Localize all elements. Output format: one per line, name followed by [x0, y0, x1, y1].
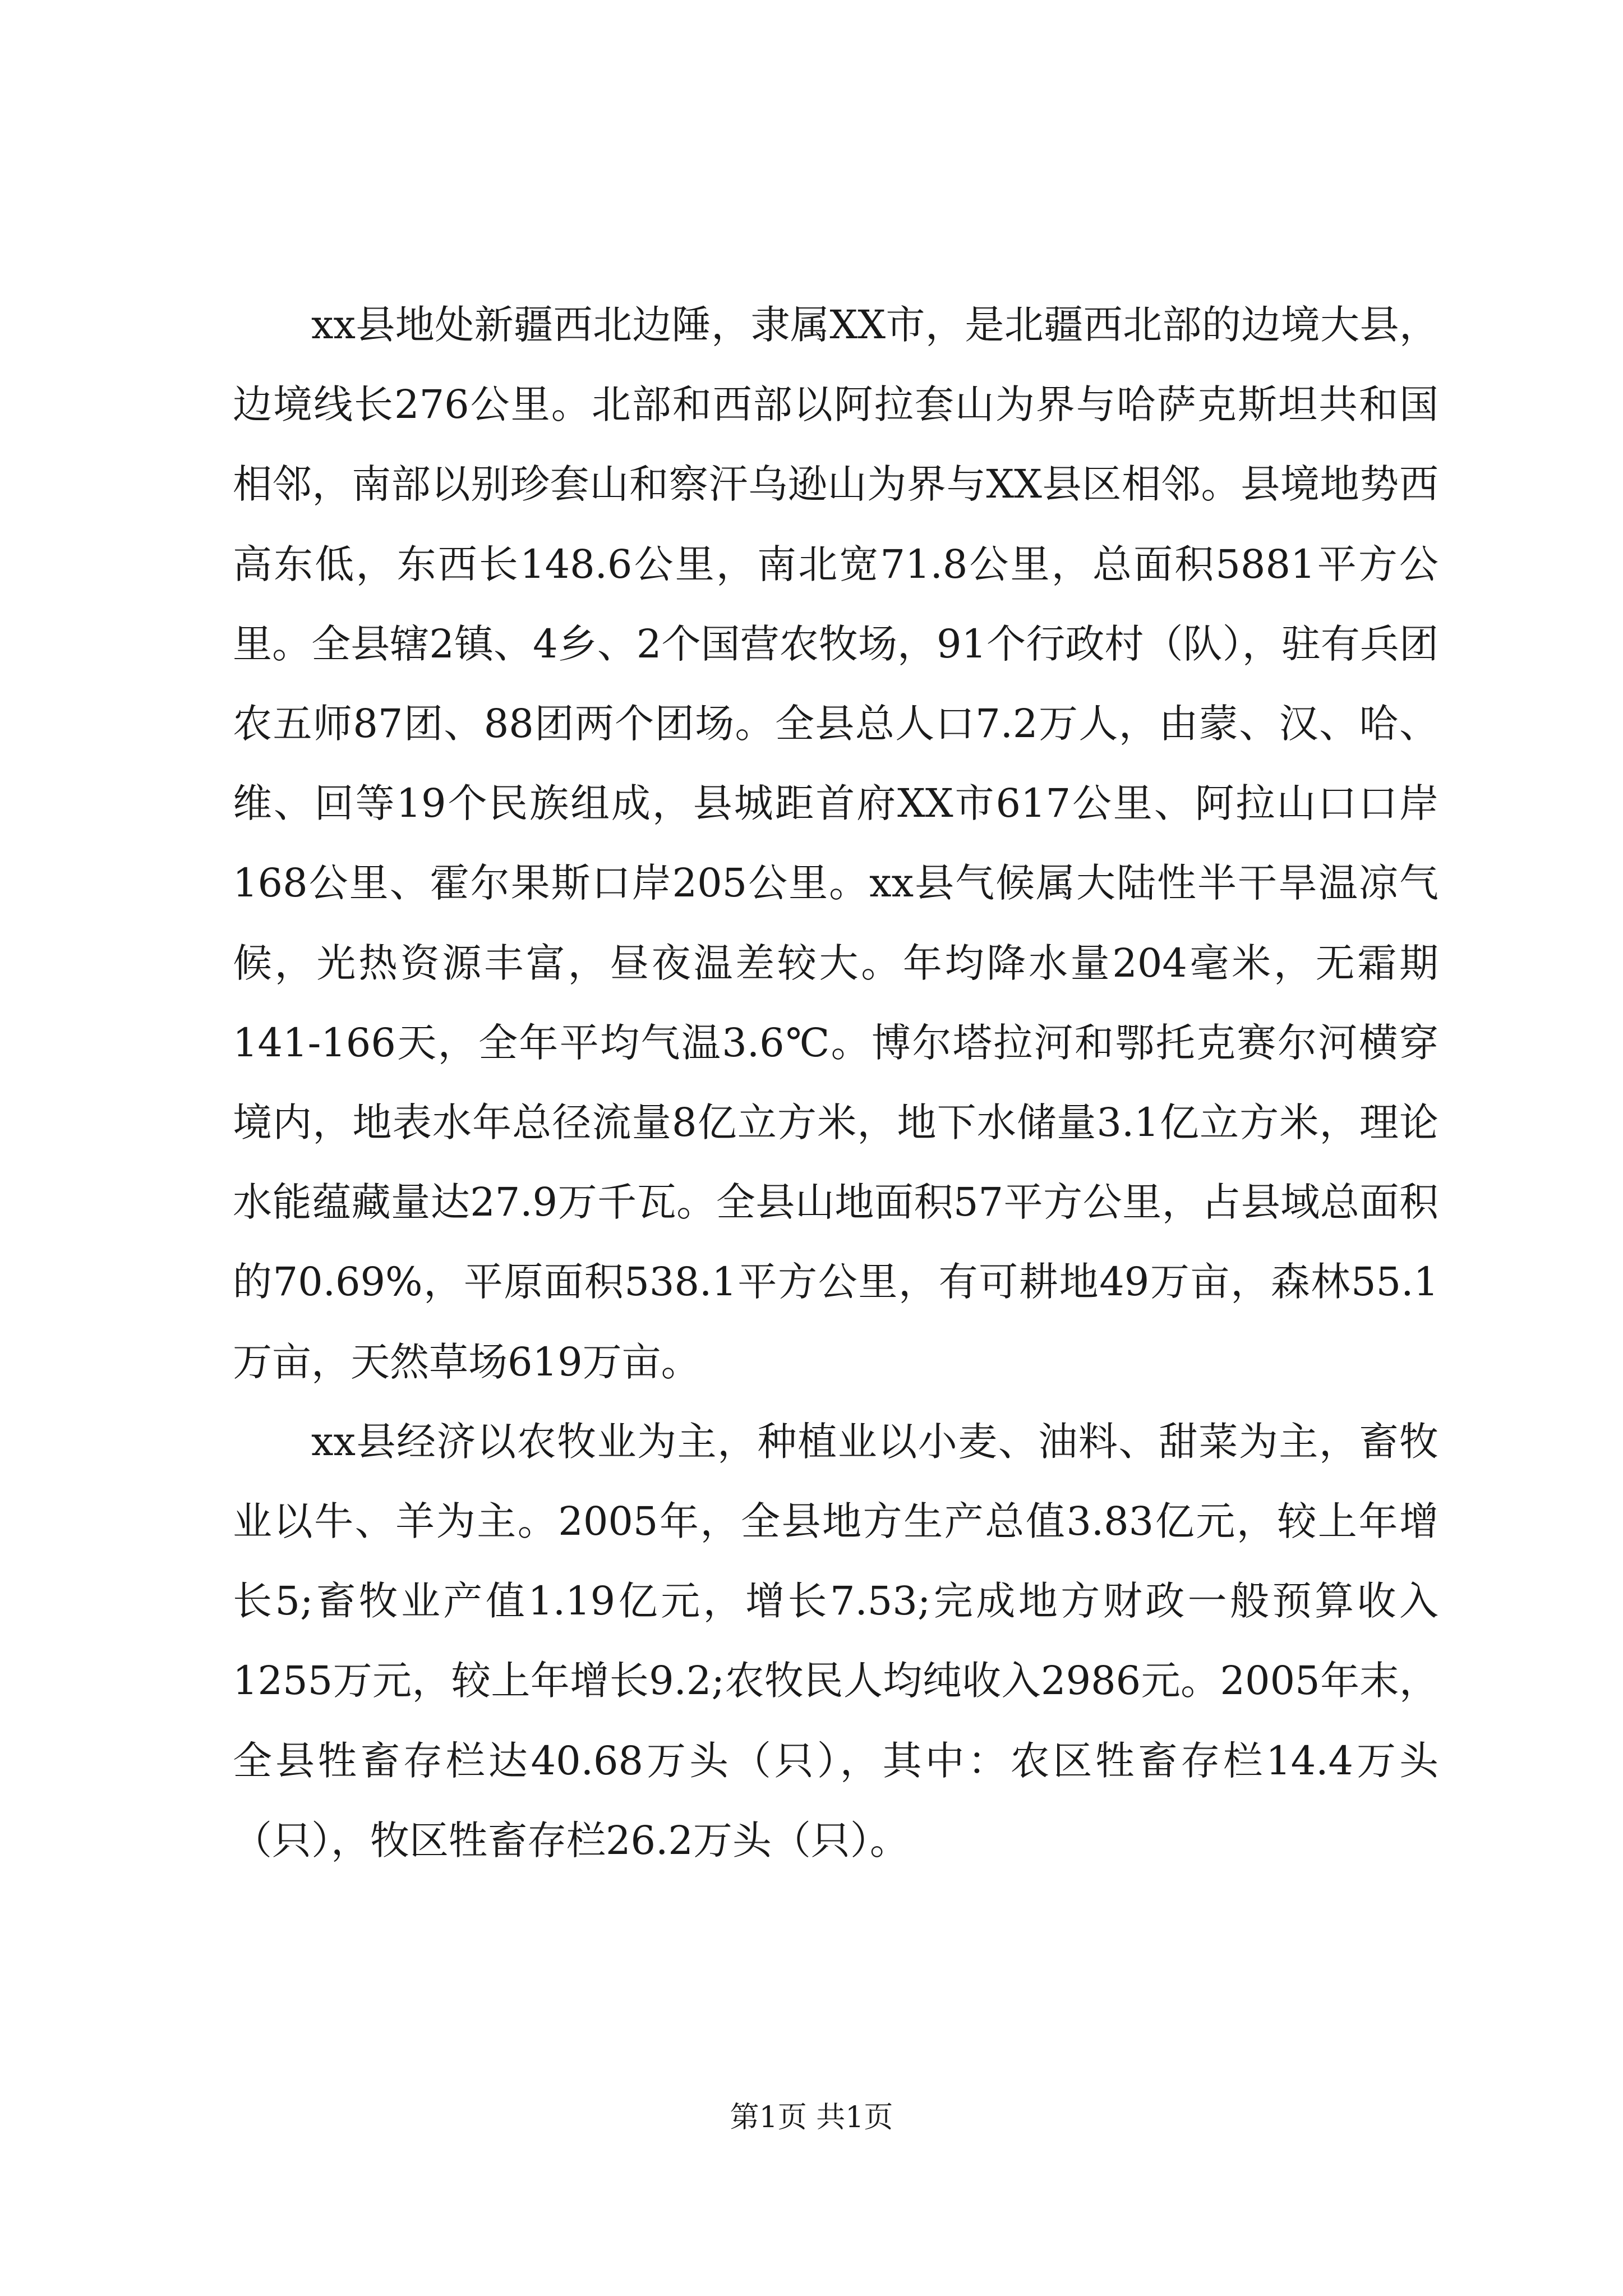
paragraph-economy: xx县经济以农牧业为主，种植业以小麦、油料、甜菜为主，畜牧业以牛、羊为主。2005年，全县地方生产总值3.83亿元，较上年增长5;畜牧业产值1.19亿元，增长7.53;完成地方财政一般预算收入1255万元，较上年增长9.2;农牧民人均纯收入2986元。2005年末，全县牲畜存栏达40.68万头（只），其中：农区牲畜存栏14.4万头（只），牧区牲畜存栏26.2万头（只）。: [233, 1418, 1438, 1864]
document-body: [233, 285, 1438, 1880]
paragraph-geography: xx县地处新疆西北边陲，隶属XX市，是北疆西北部的边境大县，边境线长276公里。北部和西部以阿拉套山为界与哈萨克斯坦共和国相邻，南部以别珍套山和察汗乌逊山为界与XX县区相邻。县境地势西高东低，东西长148.6公里，南北宽71.8公里，总面积5881平方公里。全县辖2镇、4乡、2个国营农牧场，91个行政村（队），驻有兵团农五师87团、88团两个团场。全县总人口7.2万人，由蒙、汉、哈、维、回等19个民族组成，县城距首府XX市617公里、阿拉山口口岸168公里、霍尔果斯口岸205公里。xx县气候属大陆性半干旱温凉气候，光热资源丰富，昼夜温差较大。年均降水量204毫米，无霜期141-166天，全年平均气温3.6℃。博尔塔拉河和鄂托克赛尔河横穿境内，地表水年总径流量8亿立方米，地下水储量3.1亿立方米，理论水能蕴藏量达27.9万千瓦。全县山地面积57平方公里，占县域总面积的70.69%，平原面积538.1平方公里，有可耕地49万亩，森林55.1万亩，天然草场619万亩。: [233, 302, 1438, 1385]
page-number-footer: 第1页 共1页: [730, 2101, 893, 2134]
